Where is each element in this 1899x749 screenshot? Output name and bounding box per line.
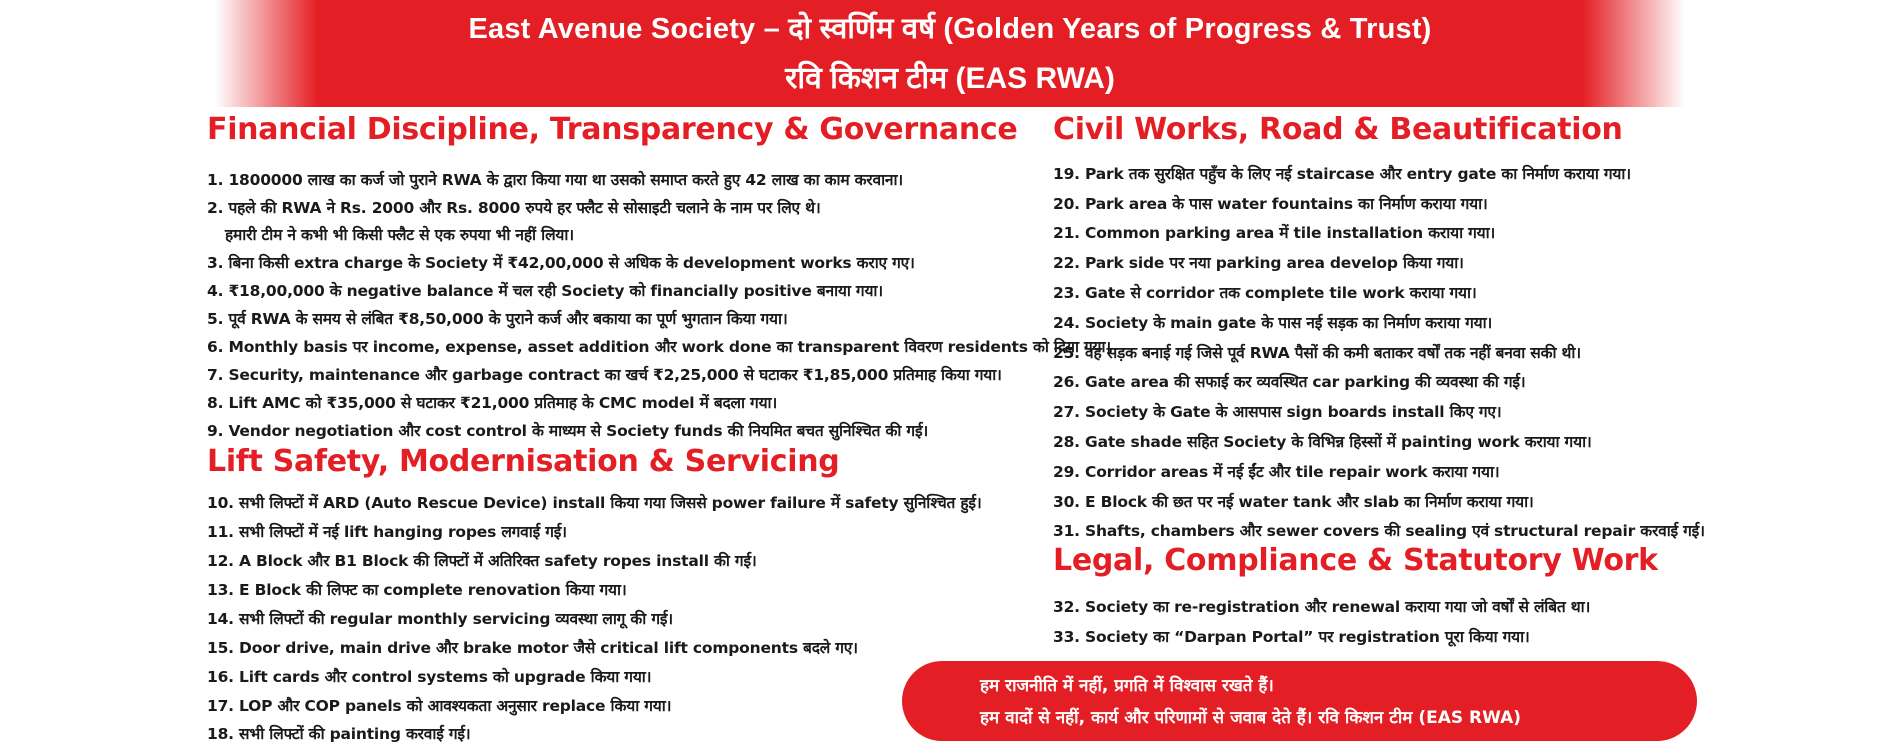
list-item: 29. Corridor areas में नई ईंट और tile repair work कराया गया। (1053, 463, 1500, 481)
list-item: 18. सभी लिफ्टों की painting करवाई गई। (207, 725, 471, 743)
list-item: 33. Society का “Darpan Portal” पर registration पूरा किया गया। (1053, 628, 1530, 646)
footer-slogan-line2: हम वादों से नहीं, कार्य और परिणामों से जवाब देते हैं। रवि किशन टीम (EAS RWA) (980, 708, 1522, 728)
list-item: 21. Common parking area में tile installation कराया गया। (1053, 224, 1496, 242)
list-item: 17. LOP और COP panels को आवश्यकता अनुसार replace किया गया। (207, 697, 672, 715)
list-item: 16. Lift cards और control systems को upgrade किया गया। (207, 668, 652, 686)
list-item: 5. पूर्व RWA के समय से लंबित ₹8,50,000 के पुराने कर्ज और बकाया का पूर्ण भुगतान किया गया। (207, 310, 788, 328)
footer-slogan-badge (902, 661, 1697, 741)
list-item: 7. Security, maintenance और garbage contract का खर्च ₹2,25,000 से घटाकर ₹1,85,000 प्रतिमाह किया गया। (207, 366, 1002, 384)
list-item: 6. Monthly basis पर income, expense, asset addition और work done का transparent विवरण residents को दिया गया। (207, 338, 1111, 356)
list-item: 3. बिना किसी extra charge के Society में ₹42,00,000 से अधिक के development works कराए गए। (207, 254, 915, 272)
list-item: 4. ₹18,00,000 के negative balance में चल रही Society को financially positive बनाया गया। (207, 282, 883, 300)
list-item: 20. Park area के पास water fountains का निर्माण कराया गया। (1053, 195, 1488, 213)
list-item: 19. Park तक सुरक्षित पहुँच के लिए नई staircase और entry gate का निर्माण कराया गया। (1053, 165, 1631, 183)
list-item: 32. Society का re-registration और renewal कराया गया जो वर्षों से लंबित था। (1053, 598, 1591, 616)
header-title: East Avenue Society – दो स्वर्णिम वर्ष (Golden Years of Progress & Trust) (468, 13, 1432, 45)
list-item: 8. Lift AMC को ₹35,000 से घटाकर ₹21,000 प्रतिमाह के CMC model में बदला गया। (207, 394, 778, 412)
list-item: 1. 1800000 लाख का कर्ज जो पुराने RWA के द्वारा किया गया था उसको समाप्त करते हुए 42 लाख का काम करवाना। (207, 171, 903, 189)
list-item: 11. सभी लिफ्टों में नई lift hanging ropes लगवाई गई। (207, 523, 567, 541)
list-item: 13. E Block की लिफ्ट का complete renovation किया गया। (207, 581, 627, 599)
list-item: 12. A Block और B1 Block की लिफ्टों में अतिरिक्त safety ropes install की गई। (207, 552, 757, 570)
section-title-civil: Civil Works, Road & Beautification (1053, 112, 1623, 147)
list-item: 26. Gate area की सफाई कर व्यवस्थित car parking की व्यवस्था की गई। (1053, 373, 1526, 391)
list-item: हमारी टीम ने कभी भी किसी फ्लैट से एक रुपया भी नहीं लिया। (225, 226, 574, 244)
list-item: 22. Park side पर नया parking area develop किया गया। (1053, 254, 1464, 272)
list-item: 24. Society के main gate के पास नई सड़क का निर्माण कराया गया। (1053, 314, 1493, 332)
section-title-financial: Financial Discipline, Transparency & Governance (207, 112, 1018, 147)
list-item: 14. सभी लिफ्टों की regular monthly servicing व्यवस्था लागू की गई। (207, 610, 673, 628)
section-title-lift: Lift Safety, Modernisation & Servicing (207, 444, 840, 479)
section-title-legal: Legal, Compliance & Statutory Work (1053, 543, 1658, 578)
list-item: 27. Society के Gate के आसपास sign boards install किए गए। (1053, 403, 1502, 421)
header-subtitle: रवि किशन टीम (EAS RWA) (785, 62, 1115, 95)
list-item: 23. Gate से corridor तक complete tile work कराया गया। (1053, 284, 1477, 302)
list-item: 28. Gate shade सहित Society के विभिन्न हिस्सों में painting work कराया गया। (1053, 433, 1592, 451)
list-item: 10. सभी लिफ्टों में ARD (Auto Rescue Device) install किया गया जिससे power failure में safety सुनिश्चित हुई। (207, 494, 982, 512)
list-item: 2. पहले की RWA ने Rs. 2000 और Rs. 8000 रुपये हर फ्लैट से सोसाइटी चलाने के नाम पर लिए थे। (207, 199, 821, 217)
list-item: 30. E Block की छत पर नई water tank और slab का निर्माण कराया गया। (1053, 493, 1534, 511)
list-item: 9. Vendor negotiation और cost control के माध्यम से Society funds की नियमित बचत सुनिश्चित की गई। (207, 422, 929, 440)
list-item: 15. Door drive, main drive और brake motor जैसे critical lift components बदले गए। (207, 639, 858, 657)
list-item: 31. Shafts, chambers और sewer covers की sealing एवं structural repair करवाई गई। (1053, 522, 1705, 540)
list-item: 25. वह सड़क बनाई गई जिसे पूर्व RWA पैसों की कमी बताकर वर्षों तक नहीं बनवा सकी थी। (1053, 344, 1581, 362)
footer-slogan-line1: हम राजनीति में नहीं, प्रगति में विश्वास रखते हैं। (980, 676, 1274, 696)
header-banner (215, 0, 1685, 107)
